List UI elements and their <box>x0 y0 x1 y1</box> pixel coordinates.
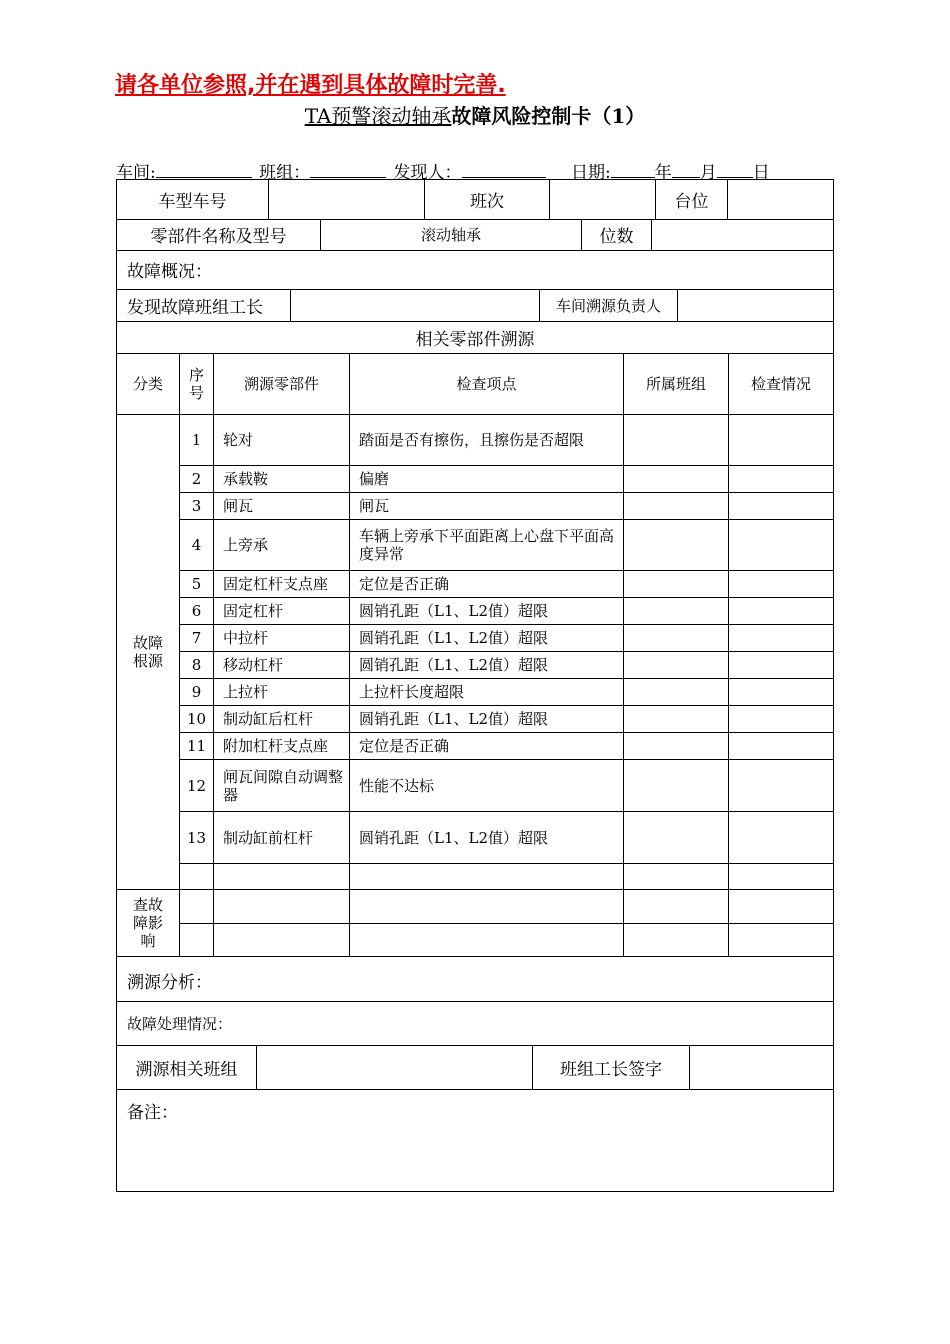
empty-cell[interactable] <box>179 864 213 890</box>
day-field[interactable] <box>717 161 753 178</box>
empty-cell[interactable] <box>349 864 623 890</box>
item-part: 附加杠杆支点座 <box>213 733 349 760</box>
item-part: 闸瓦间隙自动调整器 <box>213 760 349 812</box>
empty-cell[interactable] <box>349 924 623 957</box>
part-name-value: 滚动轴承 <box>320 219 581 250</box>
item-check: 闸瓦 <box>349 493 623 520</box>
document-title <box>0 100 950 129</box>
item-team-field[interactable] <box>623 760 728 812</box>
item-status-field[interactable] <box>728 812 833 864</box>
item-check: 上拉杆长度超限 <box>349 679 623 706</box>
item-status-field[interactable] <box>728 625 833 652</box>
day-label: 日 <box>752 163 770 183</box>
row-responsible <box>117 289 833 322</box>
position-label: 台位 <box>655 180 727 219</box>
item-no: 5 <box>179 571 213 598</box>
row-overview <box>117 250 833 290</box>
category-impact: 查故障影响 <box>117 890 179 957</box>
item-check: 踏面是否有擦伤，且擦伤是否超限 <box>349 415 623 466</box>
item-status-field[interactable] <box>728 733 833 760</box>
empty-cell[interactable] <box>213 864 349 890</box>
car-type-label: 车型车号 <box>158 192 227 212</box>
item-status-field[interactable] <box>728 466 833 493</box>
team-label: 班组： <box>259 163 311 183</box>
row-section-title <box>117 321 833 354</box>
empty-cell[interactable] <box>728 924 833 957</box>
row-analysis <box>117 959 833 1002</box>
item-part: 制动缸前杠杆 <box>213 812 349 864</box>
header-part: 溯源零部件 <box>213 353 349 415</box>
finder-field[interactable] <box>462 161 546 178</box>
item-no: 3 <box>179 493 213 520</box>
empty-cell[interactable] <box>349 890 623 924</box>
item-status-field[interactable] <box>728 415 833 466</box>
item-status-field[interactable] <box>728 571 833 598</box>
empty-cell[interactable] <box>213 890 349 924</box>
empty-cell[interactable] <box>623 924 728 957</box>
empty-cell[interactable] <box>179 890 213 924</box>
item-check: 定位是否正确 <box>349 733 623 760</box>
item-no: 13 <box>179 812 213 864</box>
year-label: 年 <box>654 163 672 183</box>
notice-text: 请各单位参照,并在遇到具体故障时完善. <box>115 73 506 98</box>
item-team-field[interactable] <box>623 706 728 733</box>
item-team-field[interactable] <box>623 625 728 652</box>
item-check: 偏磨 <box>349 466 623 493</box>
finder-label: 发现人： <box>393 163 462 183</box>
item-team-field[interactable] <box>623 652 728 679</box>
month-label: 月 <box>699 163 717 183</box>
item-no: 6 <box>179 598 213 625</box>
item-part: 中拉杆 <box>213 625 349 652</box>
item-team-field[interactable] <box>623 679 728 706</box>
item-part: 承载鞍 <box>213 466 349 493</box>
month-field[interactable] <box>672 161 700 178</box>
team-leader-label: 发现故障班组工长 <box>127 297 263 318</box>
position-count-field[interactable] <box>651 219 833 250</box>
header-status: 检查情况 <box>728 353 833 415</box>
year-field[interactable] <box>611 161 655 178</box>
item-part: 固定杠杆支点座 <box>213 571 349 598</box>
item-check: 圆销孔距（L1、L2值）超限 <box>349 625 623 652</box>
row-sign <box>117 1046 833 1090</box>
item-no: 1 <box>179 415 213 466</box>
overview-label: 故障概况： <box>127 262 212 282</box>
item-part: 制动缸后杠杆 <box>213 706 349 733</box>
item-no: 7 <box>179 625 213 652</box>
related-team-label: 溯源相关班组 <box>135 1060 238 1080</box>
title-part1: TA预警滚动轴承 <box>304 104 452 128</box>
shift-field[interactable] <box>549 180 655 219</box>
item-part: 上旁承 <box>213 520 349 571</box>
item-check: 车辆上旁承下平面距离上心盘下平面高度异常 <box>349 520 623 571</box>
workshop-owner-label: 车间溯源负责人 <box>539 289 677 321</box>
item-part: 移动杠杆 <box>213 652 349 679</box>
header-category: 分类 <box>117 353 179 415</box>
empty-cell[interactable] <box>728 890 833 924</box>
car-type-field[interactable] <box>268 180 424 219</box>
item-status-field[interactable] <box>728 598 833 625</box>
category-root: 故障根源 <box>117 415 179 890</box>
empty-cell[interactable] <box>179 924 213 957</box>
header-team: 所属班组 <box>623 353 728 415</box>
item-team-field[interactable] <box>623 812 728 864</box>
item-status-field[interactable] <box>728 760 833 812</box>
item-part: 上拉杆 <box>213 679 349 706</box>
analysis-label: 溯源分析： <box>127 972 212 993</box>
workshop-field[interactable] <box>156 161 252 178</box>
item-team-field[interactable] <box>623 415 728 466</box>
item-check: 性能不达标 <box>349 760 623 812</box>
empty-cell[interactable] <box>728 864 833 890</box>
workshop-owner-field[interactable] <box>677 289 833 321</box>
leader-sign-field[interactable] <box>689 1046 833 1089</box>
item-no: 9 <box>179 679 213 706</box>
item-check: 定位是否正确 <box>349 571 623 598</box>
title-part2: 故障风险控制卡（1） <box>451 104 646 128</box>
item-team-field[interactable] <box>623 466 728 493</box>
item-status-field[interactable] <box>728 679 833 706</box>
shift-label: 班次 <box>424 180 549 219</box>
position-field[interactable] <box>727 180 833 219</box>
item-part: 闸瓦 <box>213 493 349 520</box>
item-status-field[interactable] <box>728 493 833 520</box>
empty-cell[interactable] <box>623 864 728 890</box>
control-card-table <box>116 179 834 1192</box>
position-count-label: 位数 <box>581 219 651 250</box>
item-no: 10 <box>179 706 213 733</box>
row-part-info <box>117 219 833 251</box>
related-team-field[interactable] <box>256 1046 532 1089</box>
date-label: 日期: <box>570 163 611 183</box>
row-handling <box>117 1002 833 1046</box>
item-no: 12 <box>179 760 213 812</box>
item-team-field[interactable] <box>623 598 728 625</box>
item-part: 轮对 <box>213 415 349 466</box>
header-check-item: 检查项点 <box>349 353 623 415</box>
leader-sign-label: 班组工长签字 <box>532 1046 689 1089</box>
team-leader-field[interactable] <box>290 289 539 321</box>
header-seq: 序号 <box>179 353 213 415</box>
item-status-field[interactable] <box>728 520 833 571</box>
empty-cell[interactable] <box>213 924 349 957</box>
empty-cell[interactable] <box>623 890 728 924</box>
item-no: 11 <box>179 733 213 760</box>
item-status-field[interactable] <box>728 652 833 679</box>
item-team-field[interactable] <box>623 493 728 520</box>
handling-label: 故障处理情况： <box>127 1015 233 1033</box>
remarks-label: 备注： <box>127 1103 178 1123</box>
part-name-label: 零部件名称及型号 <box>150 227 287 247</box>
item-team-field[interactable] <box>623 733 728 760</box>
item-no: 8 <box>179 652 213 679</box>
item-status-field[interactable] <box>728 706 833 733</box>
section-title: 相关零部件溯源 <box>415 329 535 350</box>
item-check: 圆销孔距（L1、L2值）超限 <box>349 706 623 733</box>
item-check: 圆销孔距（L1、L2值）超限 <box>349 812 623 864</box>
item-check: 圆销孔距（L1、L2值）超限 <box>349 652 623 679</box>
item-no: 2 <box>179 466 213 493</box>
item-part: 固定杠杆 <box>213 598 349 625</box>
team-field[interactable] <box>310 161 386 178</box>
workshop-label: 车间: <box>116 163 156 183</box>
row-car-info <box>117 180 833 220</box>
item-team-field[interactable] <box>623 571 728 598</box>
item-team-field[interactable] <box>623 520 728 571</box>
item-no: 4 <box>179 520 213 571</box>
item-check: 圆销孔距（L1、L2值）超限 <box>349 598 623 625</box>
